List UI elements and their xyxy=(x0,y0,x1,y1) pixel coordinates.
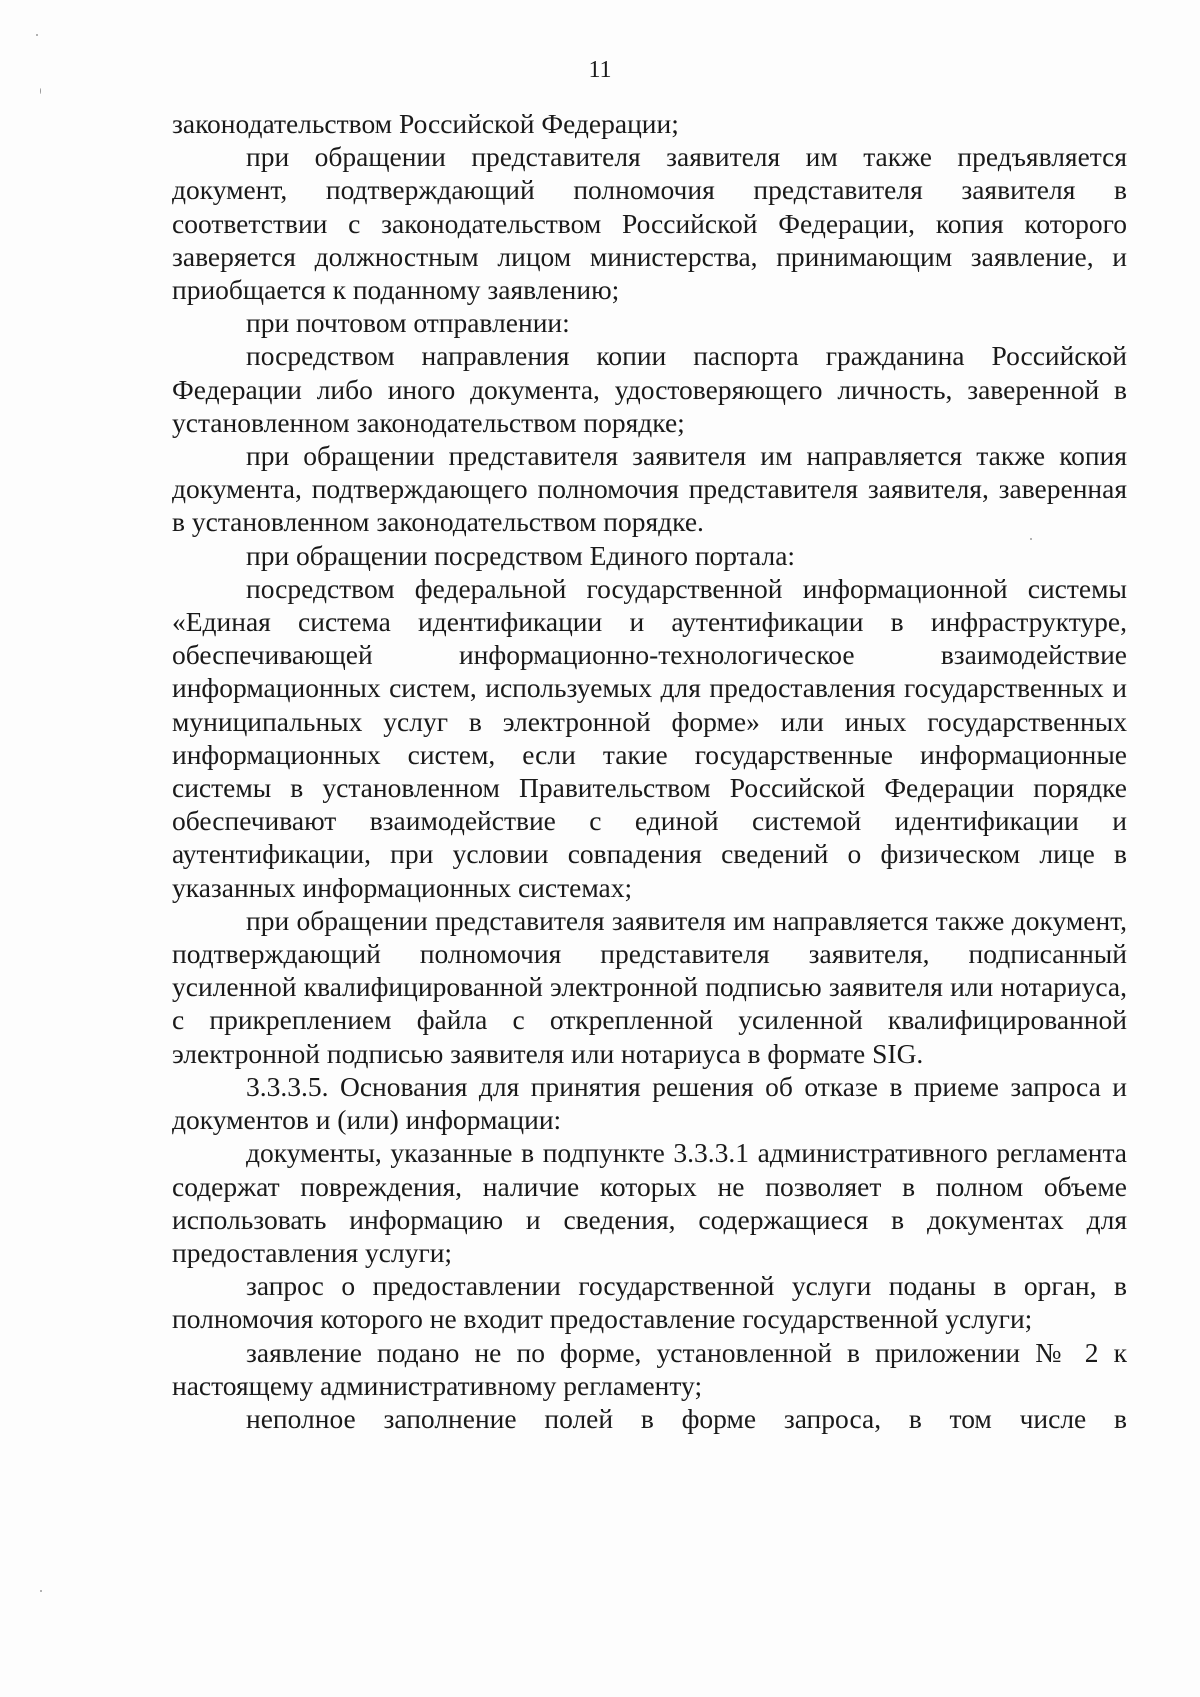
paragraph: посредством направления копии паспорта гражданина Российской Федерации либо иного документа, удостоверяющего личность, заверенной в установленном законодательством порядке; xyxy=(172,340,1127,438)
paragraph: при почтовом отправлении: xyxy=(246,307,570,339)
paragraph: запрос о предоставлении государственной услуги поданы в орган, в полномочия которого не входит предоставление государственной услуги; xyxy=(172,1270,1127,1335)
paragraph: при обращении посредством Единого портала: xyxy=(246,539,796,571)
paragraph: неполное заполнение полей в форме запроса, в том числе в xyxy=(246,1402,1127,1434)
page-number: 11 xyxy=(588,57,612,83)
paragraph: при обращении представителя заявителя им направляется также копия документа, подтверждающего полномочия представителя заявителя, заверенная в установленном законодательством порядке. xyxy=(172,440,1127,538)
paragraph: при обращении представителя заявителя им также предъявляется документ, подтверждающий полномочия представителя заявителя в соответствии с законодательством Российской Федерации, копия которого заверяется должностным лицом министерства, принимающим заявление, и приобщается к поданному заявлению; xyxy=(172,141,1127,306)
scan-speck xyxy=(1030,538,1032,540)
paragraph: заявление подано не по форме, установленной в приложении № 2 к настоящему административному регламенту; xyxy=(172,1336,1127,1401)
document-body xyxy=(172,107,1127,1435)
paragraph: законодательством Российской Федерации; xyxy=(172,108,679,139)
paragraph: при обращении представителя заявителя им направляется также документ, подтверждающий полномочия представителя заявителя, подписанный усиленной квалифицированной электронной подписью заявителя или нотариуса, с прикреплением файла с открепленной усиленной квалифицированной электронной подписью заявителя или нотариуса в формате SIG. xyxy=(172,904,1127,1069)
scan-speck xyxy=(36,34,38,36)
paragraph: 3.3.3.5. Основания для принятия решения об отказе в приеме запроса и документов и (или) информации: xyxy=(172,1070,1127,1136)
paragraph: посредством федеральной государственной информационной системы «Единая система идентификации и аутентификации в инфраструктуре, обеспечивающей информационно-технологическое взаимодействие информационных систем, используемых для предоставления государственных и муниципальных услуг в электронной форме» или иных государственных информационных систем, если такие государственные информационные системы в установленном Правительством Российской Федерации порядке обеспечивают взаимодействие с единой системой идентификации и аутентификации, при условии совпадения сведений о физическом лице в указанных информационных системах; xyxy=(172,572,1127,903)
scan-speck xyxy=(40,1590,42,1592)
paragraph: документы, указанные в подпункте 3.3.3.1 административного регламента содержат повреждения, наличие которых не позволяет в полном объеме использовать информацию и сведения, содержащиеся в документах для предоставления услуги; xyxy=(172,1137,1127,1268)
scan-speck xyxy=(40,88,41,94)
